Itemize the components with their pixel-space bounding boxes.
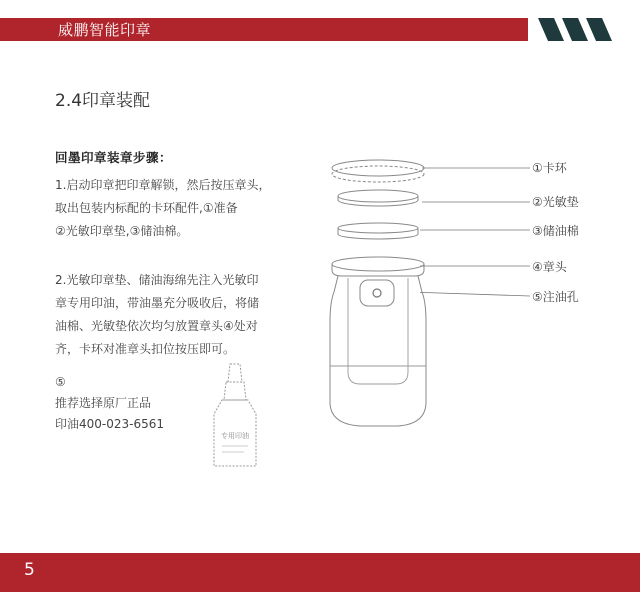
- bottle-label: 专用印油: [221, 432, 249, 440]
- note-marker: ⑤: [55, 375, 66, 389]
- steps-heading: 回墨印章装章步骤：: [55, 150, 173, 165]
- ink-injection-hole: [373, 289, 381, 297]
- oil-storage-cotton-part: [338, 223, 418, 239]
- page-number: 5: [24, 560, 35, 580]
- footer-bar: [0, 553, 640, 592]
- section-title: 2.4印章装配: [55, 91, 151, 111]
- ink-bottle-illustration: [200, 362, 270, 474]
- step-2-line: 油棉、光敏垫依次均匀放置章头④处对: [55, 319, 258, 333]
- ink-recommendation-note: [55, 372, 205, 435]
- step-1-paragraph: [55, 174, 295, 243]
- header-stripes-decoration: [530, 18, 620, 41]
- snap-ring-part: [332, 160, 424, 182]
- callout-snap-ring: ①卡环: [532, 161, 567, 175]
- callout-ink-injection-hole: ⑤注油孔: [532, 290, 579, 304]
- callout-oil-storage-cotton: ③储油棉: [532, 224, 579, 238]
- step-1-line: 1.启动印章把印章解锁，然后按压章头，: [55, 178, 271, 192]
- callout-photosensitive-pad: ②光敏垫: [532, 195, 579, 209]
- step-1-line: 取出包装内标配的卡环配件,①准备: [55, 201, 238, 215]
- photosensitive-pad-part: [338, 190, 418, 206]
- callout-stamp-head: ④章头: [532, 260, 567, 274]
- step-1-line: ②光敏印章垫,③储油棉。: [55, 224, 189, 238]
- header-title: 威鹏智能印章: [58, 21, 152, 39]
- step-2-line: 齐，卡环对准章头扣位按压即可。: [55, 342, 236, 356]
- step-2-paragraph: [55, 269, 295, 361]
- stamp-body: [330, 257, 426, 426]
- note-hotline: 印油400-023-6561: [55, 417, 165, 431]
- step-2-line: 2.光敏印章垫、储油海绵先注入光敏印: [55, 273, 259, 287]
- callout-leader-lines: [420, 150, 540, 310]
- note-line: 推荐选择原厂正品: [55, 396, 152, 410]
- step-2-line: 章专用印油，带油墨充分吸收后，将储: [55, 296, 260, 310]
